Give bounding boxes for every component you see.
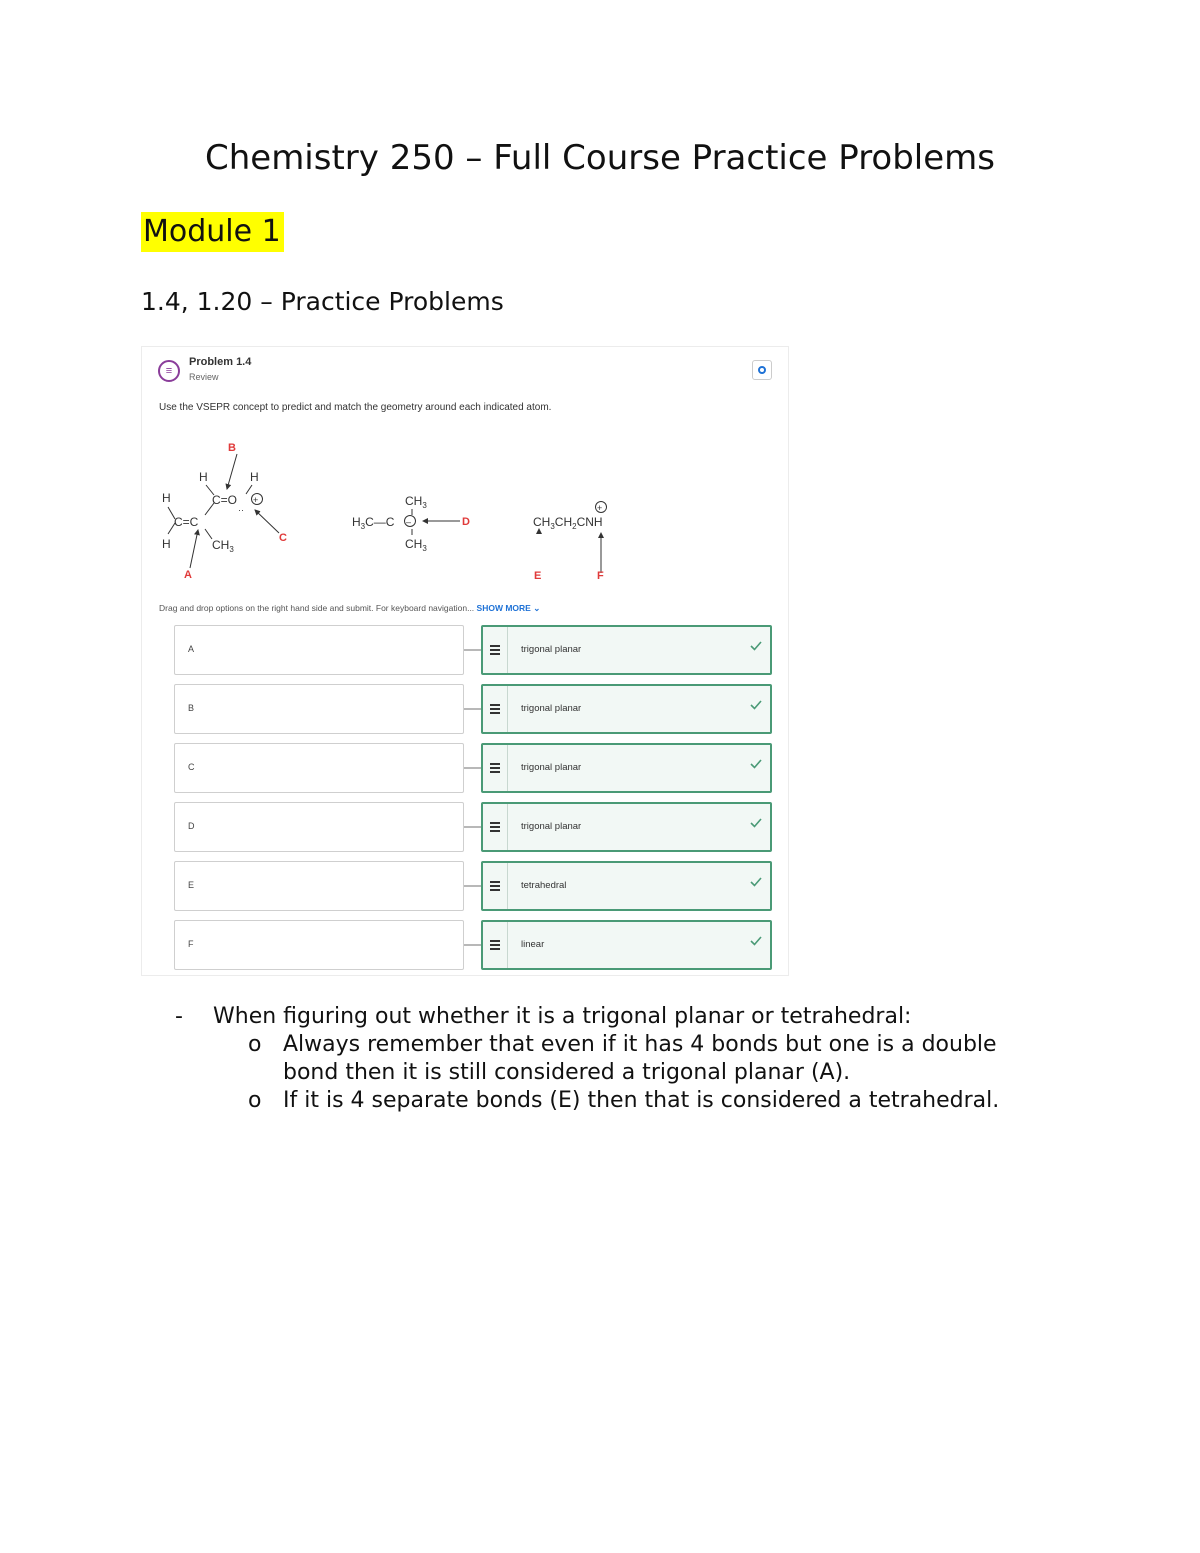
atom-chain: $CH_3CH_2CNH$: [533, 515, 603, 531]
drag-instructions-text: Drag and drop options on the right hand side and submit. For keyboard navigation...: [159, 603, 475, 613]
answer-text: tetrahedral: [521, 880, 567, 891]
problem-instructions: Use the VSEPR concept to predict and match the geometry around each indicated atom.: [159, 402, 552, 413]
document-title: Chemistry 250 – Full Course Practice Problems: [204, 138, 996, 178]
check-icon: [749, 698, 763, 712]
atom-h3c: $H_3C—C$: [352, 515, 395, 531]
atom-h: H: [250, 470, 259, 484]
svg-text:+: +: [253, 495, 259, 505]
drag-handle-icon[interactable]: [483, 627, 508, 673]
problem-screenshot: [141, 346, 789, 976]
bullet-dash: -: [175, 1004, 183, 1029]
atom-ch3: $CH_3$: [405, 494, 427, 510]
answer-card[interactable]: [481, 802, 772, 852]
molecule-label-a: A: [184, 569, 192, 581]
note-sub2: If it is 4 separate bonds (E) then that is considered a tetrahedral.: [283, 1088, 1000, 1113]
problem-subtitle[interactable]: Review: [189, 372, 219, 382]
molecule-label-b: B: [228, 442, 236, 454]
note-main: When figuring out whether it is a trigonal planar or tetrahedral:: [213, 1004, 912, 1029]
answer-text: trigonal planar: [521, 762, 582, 773]
show-more-link[interactable]: SHOW MORE: [476, 603, 531, 613]
match-row: [174, 743, 772, 793]
answer-text: linear: [521, 939, 545, 950]
note-sub1-line2: bond then it is still considered a trigonal planar (A).: [283, 1060, 851, 1085]
chevron-down-icon[interactable]: ⌄: [530, 603, 541, 613]
molecule-label-c: C: [279, 532, 287, 544]
connector-line: [464, 944, 481, 946]
answer-card[interactable]: [481, 861, 772, 911]
molecule-diagrams: [142, 427, 790, 587]
drag-handle-icon[interactable]: [483, 863, 508, 909]
slot-label: C: [188, 762, 195, 772]
check-icon: [749, 757, 763, 771]
drag-handle-icon[interactable]: [483, 745, 508, 791]
drag-handle-icon[interactable]: [483, 686, 508, 732]
drag-handle-icon[interactable]: [483, 804, 508, 850]
section-heading: 1.4, 1.20 – Practice Problems: [141, 287, 504, 316]
connector-line: [464, 649, 481, 651]
answer-card[interactable]: [481, 625, 772, 675]
problem-title: Problem 1.4: [189, 356, 252, 368]
answer-card[interactable]: [481, 743, 772, 793]
drop-slot[interactable]: [174, 920, 464, 970]
svg-text:–: –: [406, 517, 412, 527]
check-icon: [749, 875, 763, 889]
answer-card[interactable]: [481, 920, 772, 970]
svg-text:··: ··: [238, 505, 244, 515]
drop-slot[interactable]: [174, 743, 464, 793]
slot-label: F: [188, 939, 194, 949]
module-heading: Module 1: [141, 212, 284, 252]
answer-text: trigonal planar: [521, 703, 582, 714]
match-row: [174, 920, 772, 970]
connector-line: [464, 767, 481, 769]
molecule-label-f: F: [597, 570, 604, 582]
check-icon: [749, 934, 763, 948]
atom-ch3: $CH_3$: [212, 538, 234, 554]
atom-c: C=C: [174, 515, 199, 529]
connector-line: [464, 708, 481, 710]
connector-line: [464, 826, 481, 828]
answer-text: trigonal planar: [521, 644, 582, 655]
problem-icon: ≡: [158, 360, 180, 382]
bullet-o: o: [248, 1032, 262, 1057]
atom-h: H: [162, 537, 171, 551]
match-row: [174, 625, 772, 675]
drop-slot[interactable]: [174, 802, 464, 852]
drop-slot[interactable]: [174, 625, 464, 675]
slot-label: E: [188, 880, 195, 890]
atom-h: H: [162, 491, 171, 505]
svg-text:+: +: [597, 503, 603, 513]
note-sub1-line1: Always remember that even if it has 4 bonds but one is a double: [283, 1032, 997, 1057]
settings-icon: [758, 366, 766, 374]
atom-ch3: $CH_3$: [405, 537, 427, 553]
molecule-label-e: E: [534, 570, 542, 582]
answer-card[interactable]: [481, 684, 772, 734]
drop-slot[interactable]: [174, 861, 464, 911]
slot-label: A: [188, 644, 195, 654]
check-icon: [749, 816, 763, 830]
molecule-label-d: D: [462, 516, 470, 528]
connector-line: [464, 885, 481, 887]
drag-instructions: [159, 603, 540, 614]
drop-slot[interactable]: [174, 684, 464, 734]
atom-c: C=O: [212, 493, 238, 507]
slot-label: D: [188, 821, 195, 831]
match-row: [174, 802, 772, 852]
settings-button[interactable]: [752, 360, 772, 380]
check-icon: [749, 639, 763, 653]
answer-text: trigonal planar: [521, 821, 582, 832]
slot-label: B: [188, 703, 195, 713]
atom-h: H: [199, 470, 208, 484]
match-row: [174, 861, 772, 911]
drag-handle-icon[interactable]: [483, 922, 508, 968]
bullet-o: o: [248, 1088, 262, 1113]
match-row: [174, 684, 772, 734]
